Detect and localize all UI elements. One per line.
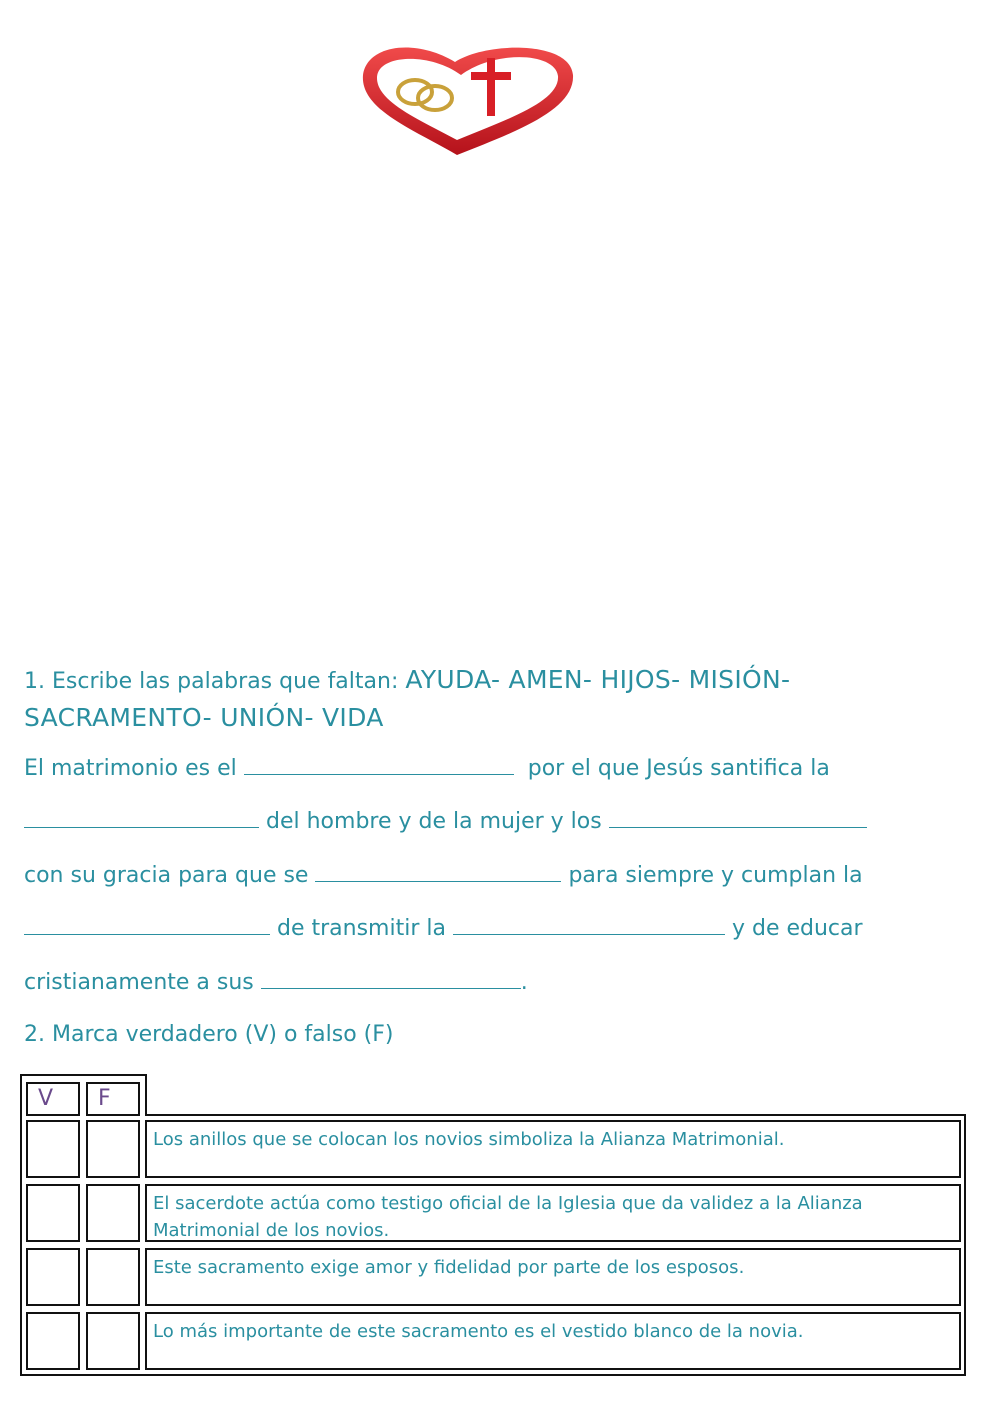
- table-frame: [145, 1074, 147, 1114]
- word-bank-line-2: SACRAMENTO- UNIÓN- VIDA: [24, 703, 384, 732]
- blank-4[interactable]: [315, 861, 561, 882]
- checkbox-f-2[interactable]: [86, 1184, 140, 1242]
- text-segment: del hombre y de la mujer y los: [266, 809, 602, 834]
- blank-2[interactable]: [24, 807, 259, 828]
- text-segment: y de educar: [731, 916, 863, 941]
- word-bank-line-1: AYUDA- AMEN- HIJOS- MISIÓN-: [405, 665, 791, 694]
- checkbox-v-2[interactable]: [26, 1184, 80, 1242]
- true-false-table: [20, 1074, 966, 1376]
- heart-icon: [363, 48, 573, 155]
- checkbox-f-3[interactable]: [86, 1248, 140, 1306]
- statement-3: Este sacramento exige amor y fidelidad por parte de los esposos.: [145, 1248, 961, 1306]
- statement-4: Lo más importante de este sacramento es el vestido blanco de la novia.: [145, 1312, 961, 1370]
- blank-7[interactable]: [261, 968, 521, 989]
- header-v: V: [26, 1082, 80, 1116]
- fill-line-3: [24, 861, 863, 888]
- cross-icon: [471, 58, 511, 116]
- blank-1[interactable]: [244, 754, 514, 775]
- checkbox-v-4[interactable]: [26, 1312, 80, 1370]
- fill-line-5: [24, 968, 528, 995]
- text-segment: .: [520, 970, 528, 995]
- text-segment: de transmitir la: [277, 916, 446, 941]
- blank-5[interactable]: [24, 914, 270, 935]
- question-1-prompt: 1. Escribe las palabras que faltan:: [24, 669, 399, 694]
- text-segment: cristianamente a sus: [24, 970, 254, 995]
- checkbox-v-3[interactable]: [26, 1248, 80, 1306]
- fill-line-1: [24, 754, 830, 781]
- checkbox-v-1[interactable]: [26, 1120, 80, 1178]
- fill-line-4: [24, 914, 863, 941]
- statement-2: El sacerdote actúa como testigo oficial de la Iglesia que da validez a la Alianza Matrimonial de los novios.: [145, 1184, 961, 1242]
- blank-6[interactable]: [453, 914, 725, 935]
- text-segment: para siempre y cumplan la: [568, 863, 863, 888]
- rings-icon: [398, 80, 452, 110]
- checkbox-f-1[interactable]: [86, 1120, 140, 1178]
- question-1: [24, 662, 924, 738]
- text-segment: El matrimonio es el: [24, 756, 237, 781]
- text-segment: por el que Jesús santifica la: [527, 756, 830, 781]
- statement-1: Los anillos que se colocan los novios simboliza la Alianza Matrimonial.: [145, 1120, 961, 1178]
- checkbox-f-4[interactable]: [86, 1312, 140, 1370]
- heart-rings-cross-logo: [355, 40, 580, 160]
- fill-line-2: [24, 807, 867, 834]
- blank-3[interactable]: [609, 807, 867, 828]
- header-f: F: [86, 1082, 140, 1116]
- text-segment: con su gracia para que se: [24, 863, 309, 888]
- question-2-prompt: 2. Marca verdadero (V) o falso (F): [24, 1022, 394, 1047]
